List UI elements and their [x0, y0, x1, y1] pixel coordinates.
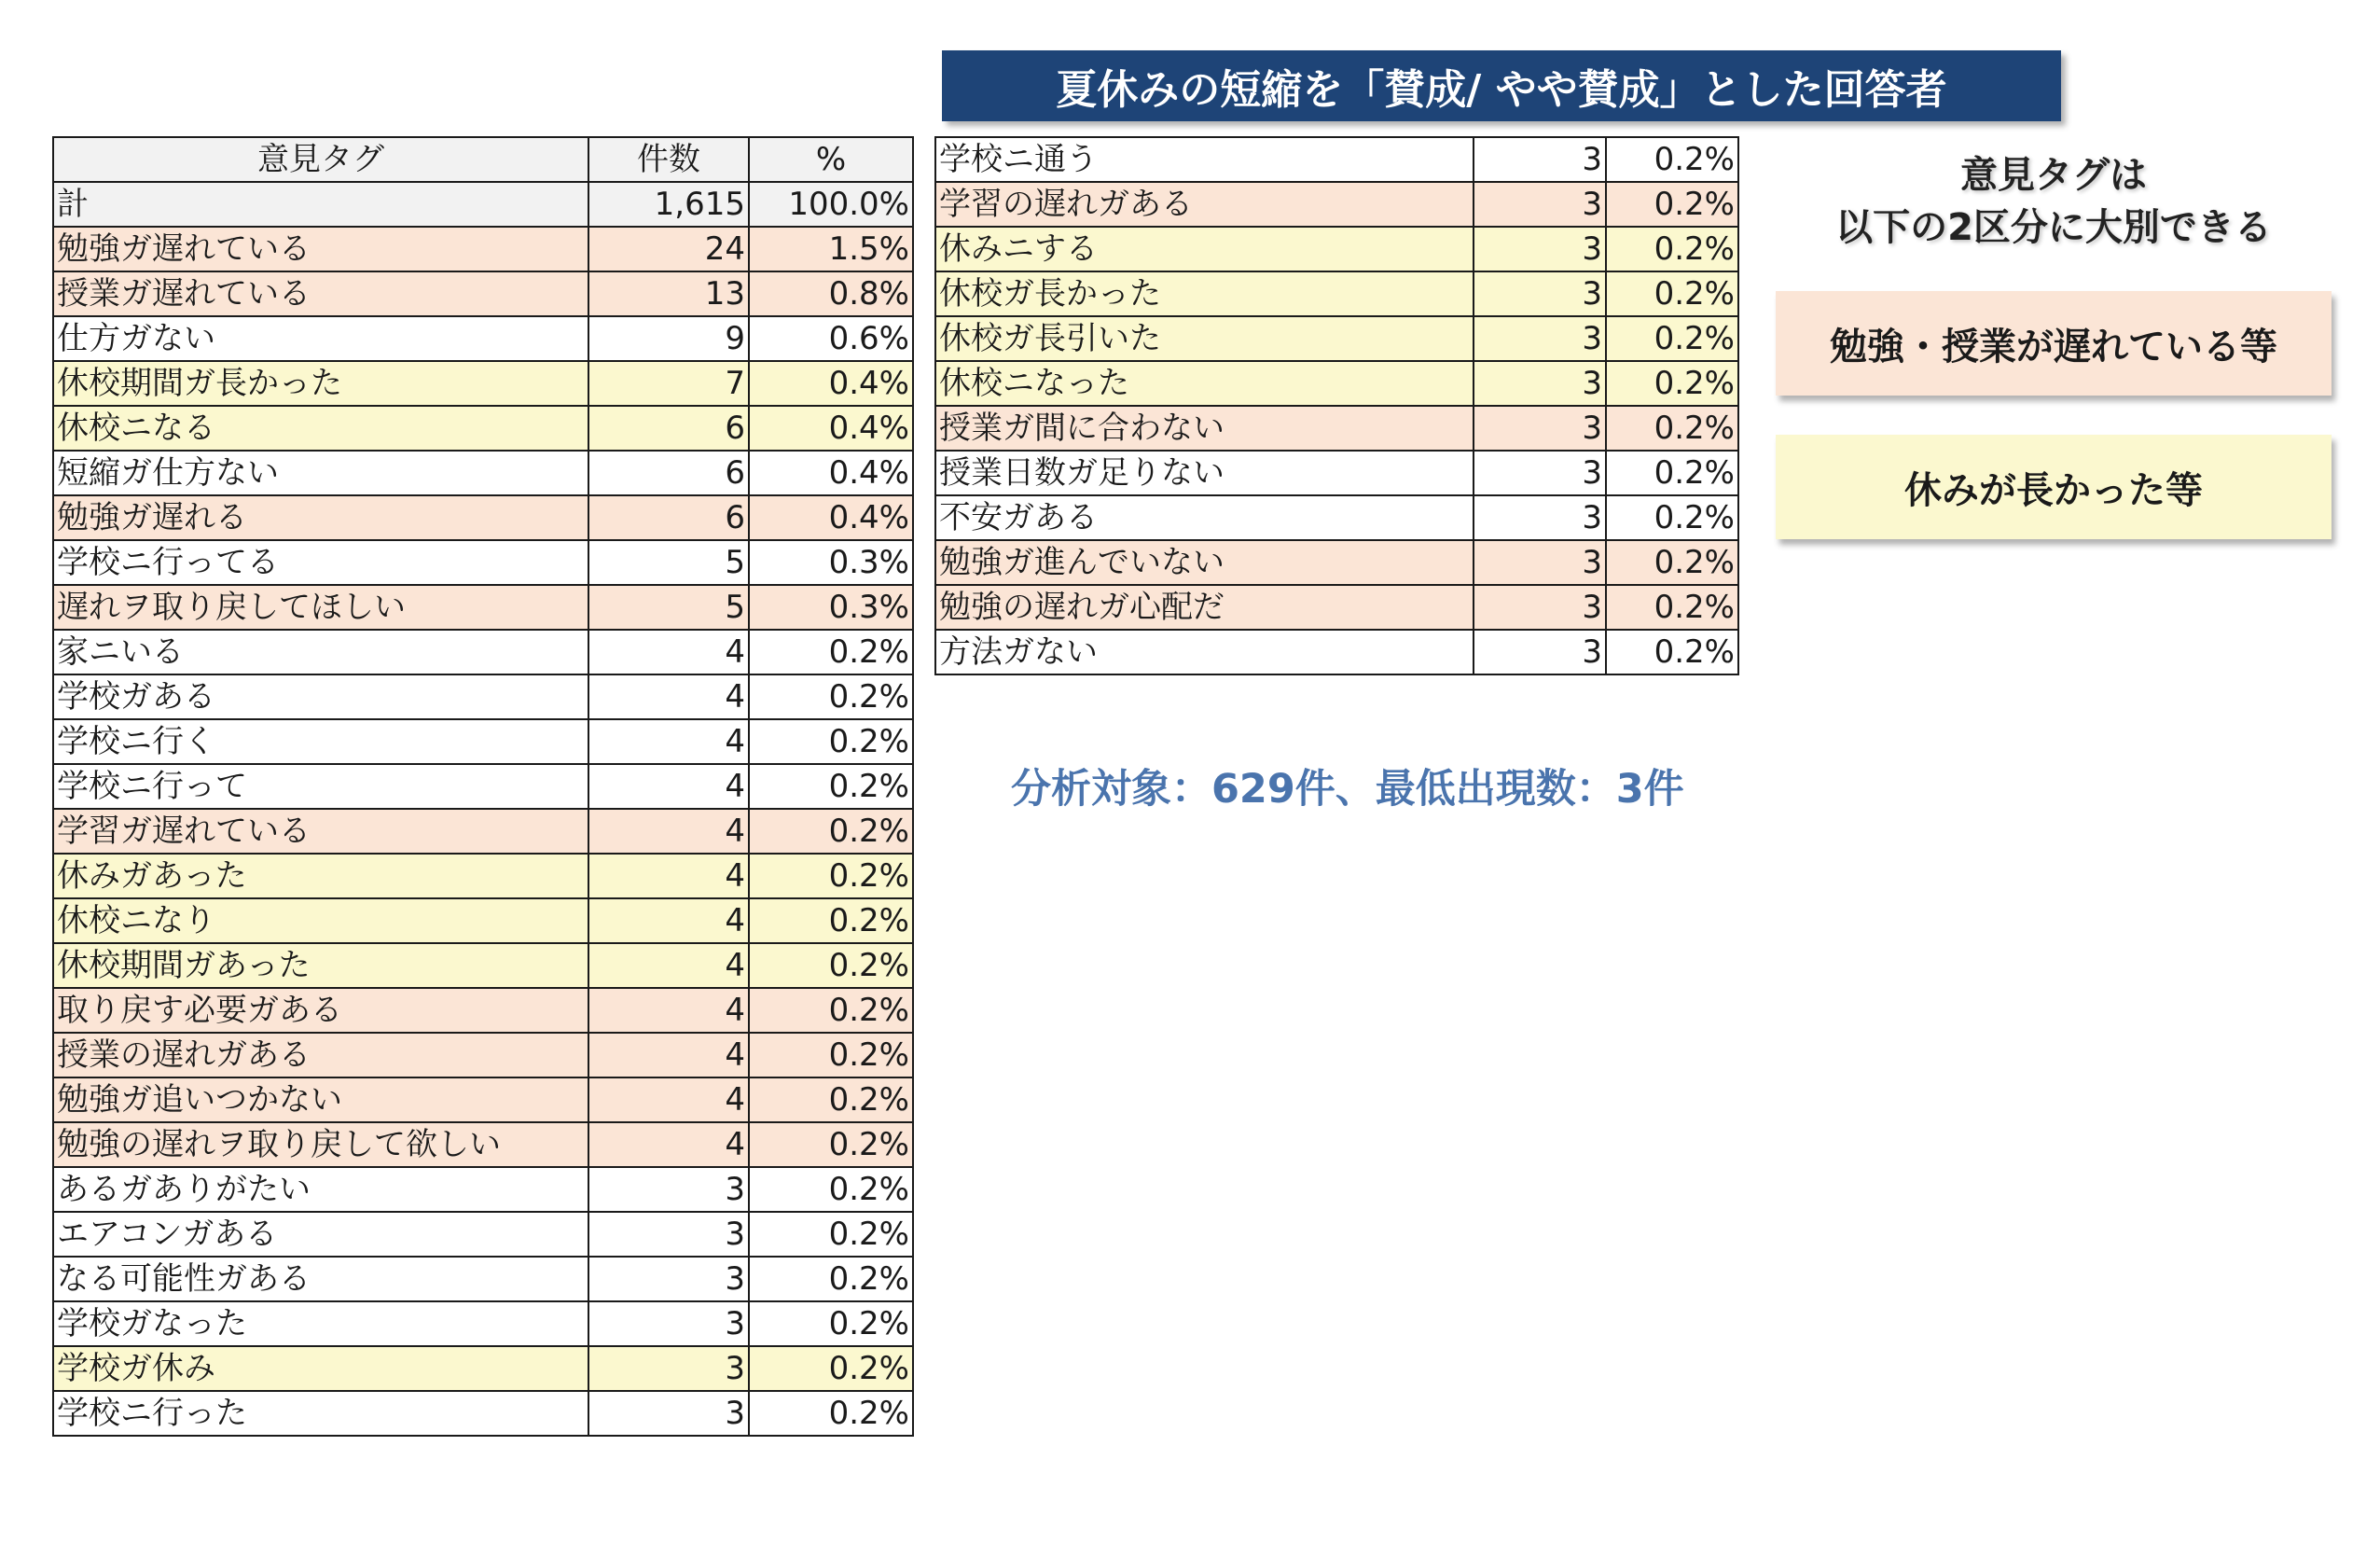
- percent-cell: 0.2%: [1606, 451, 1738, 495]
- table-row: [53, 361, 913, 406]
- count-cell: 3: [1474, 630, 1606, 674]
- percent-cell: 0.2%: [1606, 361, 1738, 406]
- table-row: [53, 1077, 913, 1122]
- table-row: [53, 585, 913, 630]
- table-row: [53, 764, 913, 809]
- category-box-long-break: 休みが長かった等: [1776, 435, 2332, 539]
- percent-cell: 0.2%: [749, 1077, 913, 1122]
- table-row: [53, 809, 913, 854]
- tag-cell: 勉強ガ遅れる: [53, 495, 588, 540]
- table-row: [935, 316, 1738, 361]
- category-explanation-line1: 意見タグは: [1960, 154, 2147, 197]
- percent-cell: 0.2%: [749, 898, 913, 943]
- tag-cell: 学校ニ通う: [935, 137, 1474, 182]
- percent-cell: 0.2%: [1606, 182, 1738, 227]
- count-cell: 4: [588, 943, 749, 988]
- percent-cell: 0.4%: [749, 495, 913, 540]
- category-explanation-line2: 以下の2区分に大別できる: [1835, 206, 2272, 249]
- table-row: [935, 137, 1738, 182]
- count-cell: 3: [1474, 182, 1606, 227]
- tag-cell: 休校ガ長かった: [935, 271, 1474, 316]
- table-row: [53, 943, 913, 988]
- count-cell: 4: [588, 630, 749, 674]
- count-cell: 3: [1474, 451, 1606, 495]
- tag-cell: 学校ガなった: [53, 1301, 588, 1346]
- count-cell: 3: [1474, 585, 1606, 630]
- tag-cell: 短縮ガ仕方ない: [53, 451, 588, 495]
- count-cell: 4: [588, 719, 749, 764]
- percent-cell: 0.2%: [1606, 227, 1738, 271]
- count-cell: 3: [588, 1346, 749, 1391]
- count-cell: 24: [588, 227, 749, 271]
- total-row: [53, 182, 913, 227]
- percent-cell: 0.4%: [749, 451, 913, 495]
- table-row: [53, 406, 913, 451]
- tag-cell: 授業日数ガ足りない: [935, 451, 1474, 495]
- tag-cell: 勉強の遅れガ心配だ: [935, 585, 1474, 630]
- count-cell: 13: [588, 271, 749, 316]
- count-cell: 4: [588, 1033, 749, 1077]
- table-row: [935, 630, 1738, 674]
- table-row: [53, 630, 913, 674]
- percent-cell: 0.2%: [1606, 495, 1738, 540]
- table-row: [53, 1122, 913, 1167]
- category-box-study-delay: 勉強・授業が遅れている等: [1776, 291, 2332, 396]
- percent-cell: 0.2%: [749, 1167, 913, 1212]
- count-cell: 3: [588, 1391, 749, 1436]
- percent-cell: 0.2%: [749, 943, 913, 988]
- count-cell: 4: [588, 988, 749, 1033]
- count-cell: 5: [588, 585, 749, 630]
- table-row: [53, 1346, 913, 1391]
- table-row: [53, 854, 913, 898]
- count-cell: 3: [588, 1167, 749, 1212]
- tag-cell: 学校ニ行って: [53, 764, 588, 809]
- tag-cell: 休みニする: [935, 227, 1474, 271]
- count-cell: 4: [588, 764, 749, 809]
- percent-cell: 0.2%: [749, 719, 913, 764]
- tag-cell: なる可能性ガある: [53, 1257, 588, 1301]
- percent-cell: 0.4%: [749, 406, 913, 451]
- tag-cell: 授業の遅れガある: [53, 1033, 588, 1077]
- count-cell: 3: [588, 1257, 749, 1301]
- count-cell: 3: [1474, 137, 1606, 182]
- table-row: [935, 227, 1738, 271]
- count-cell: 6: [588, 495, 749, 540]
- table-row: [53, 988, 913, 1033]
- tag-cell: 遅れヲ取り戻してほしい: [53, 585, 588, 630]
- tag-cell: 休校ガ長引いた: [935, 316, 1474, 361]
- table-row: [53, 1391, 913, 1436]
- percent-cell: 0.2%: [749, 854, 913, 898]
- count-cell: 4: [588, 1122, 749, 1167]
- percent-cell: 0.2%: [749, 1212, 913, 1257]
- header-tag: 意見タグ: [53, 137, 588, 182]
- percent-cell: 0.2%: [749, 764, 913, 809]
- percent-cell: 0.2%: [749, 1346, 913, 1391]
- count-cell: 4: [588, 1077, 749, 1122]
- table-row: [53, 495, 913, 540]
- tag-cell: 休校ニなる: [53, 406, 588, 451]
- count-cell: 6: [588, 451, 749, 495]
- tag-cell: 休みガあった: [53, 854, 588, 898]
- count-cell: 4: [588, 674, 749, 719]
- table-row: [935, 585, 1738, 630]
- percent-cell: 0.2%: [749, 1033, 913, 1077]
- tag-cell: 学校ガ休み: [53, 1346, 588, 1391]
- table-row: [53, 1301, 913, 1346]
- tag-cell: 学校ニ行く: [53, 719, 588, 764]
- percent-cell: 0.2%: [1606, 630, 1738, 674]
- tag-cell: 取り戻す必要ガある: [53, 988, 588, 1033]
- tag-cell: 休校期間ガ長かった: [53, 361, 588, 406]
- table-row: [53, 540, 913, 585]
- table-row: [935, 361, 1738, 406]
- tag-cell: 学校ニ行った: [53, 1391, 588, 1436]
- percent-cell: 0.2%: [1606, 540, 1738, 585]
- tag-cell: 方法ガない: [935, 630, 1474, 674]
- total-count: 1,615: [588, 182, 749, 227]
- table-row: [53, 227, 913, 271]
- percent-cell: 0.4%: [749, 361, 913, 406]
- percent-cell: 0.2%: [749, 1391, 913, 1436]
- percent-cell: 0.2%: [1606, 137, 1738, 182]
- table-header-row: [53, 137, 913, 182]
- count-cell: 3: [1474, 495, 1606, 540]
- table-row: [53, 898, 913, 943]
- table-row: [53, 1033, 913, 1077]
- count-cell: 4: [588, 809, 749, 854]
- percent-cell: 0.3%: [749, 540, 913, 585]
- tag-cell: 学習ガ遅れている: [53, 809, 588, 854]
- tag-cell: 学校ニ行ってる: [53, 540, 588, 585]
- table-row: [935, 451, 1738, 495]
- count-cell: 3: [1474, 316, 1606, 361]
- percent-cell: 0.2%: [1606, 316, 1738, 361]
- tag-cell: 勉強の遅れヲ取り戻して欲しい: [53, 1122, 588, 1167]
- table-row: [935, 406, 1738, 451]
- percent-cell: 0.8%: [749, 271, 913, 316]
- tag-cell: 家ニいる: [53, 630, 588, 674]
- count-cell: 3: [1474, 540, 1606, 585]
- percent-cell: 0.2%: [749, 1257, 913, 1301]
- table-row: [935, 182, 1738, 227]
- count-cell: 3: [1474, 227, 1606, 271]
- percent-cell: 0.2%: [1606, 585, 1738, 630]
- count-cell: 3: [1474, 361, 1606, 406]
- table-row: [53, 1167, 913, 1212]
- tag-cell: 授業ガ間に合わない: [935, 406, 1474, 451]
- percent-cell: 1.5%: [749, 227, 913, 271]
- count-cell: 4: [588, 854, 749, 898]
- percent-cell: 0.6%: [749, 316, 913, 361]
- count-cell: 3: [1474, 406, 1606, 451]
- tag-cell: 勉強ガ進んでいない: [935, 540, 1474, 585]
- percent-cell: 0.2%: [749, 674, 913, 719]
- table-row: [53, 451, 913, 495]
- total-percent: 100.0%: [749, 182, 913, 227]
- tag-cell: 勉強ガ追いつかない: [53, 1077, 588, 1122]
- percent-cell: 0.2%: [1606, 406, 1738, 451]
- percent-cell: 0.2%: [749, 809, 913, 854]
- table-row: [935, 495, 1738, 540]
- table-row: [53, 719, 913, 764]
- percent-cell: 0.2%: [749, 1122, 913, 1167]
- percent-cell: 0.2%: [1606, 271, 1738, 316]
- count-cell: 6: [588, 406, 749, 451]
- tag-cell: 休校期間ガあった: [53, 943, 588, 988]
- table-row: [935, 540, 1738, 585]
- header-count: 件数: [588, 137, 749, 182]
- table-row: [53, 1257, 913, 1301]
- count-cell: 9: [588, 316, 749, 361]
- count-cell: 4: [588, 898, 749, 943]
- count-cell: 7: [588, 361, 749, 406]
- tag-cell: エアコンガある: [53, 1212, 588, 1257]
- page-banner-title: 夏休みの短縮を「賛成/ やや賛成」とした回答者: [942, 50, 2061, 121]
- tag-cell: 学校ガある: [53, 674, 588, 719]
- tag-cell: 勉強ガ遅れている: [53, 227, 588, 271]
- tag-cell: 授業ガ遅れている: [53, 271, 588, 316]
- tag-cell: 仕方ガない: [53, 316, 588, 361]
- count-cell: 5: [588, 540, 749, 585]
- category-explanation: [1774, 149, 2333, 254]
- percent-cell: 0.2%: [749, 1301, 913, 1346]
- tag-cell: あるガありがたい: [53, 1167, 588, 1212]
- percent-cell: 0.2%: [749, 630, 913, 674]
- percent-cell: 0.2%: [749, 988, 913, 1033]
- analysis-note: 分析対象：629件、最低出現数：3件: [1011, 766, 1684, 813]
- tag-cell: 学習の遅れガある: [935, 182, 1474, 227]
- table-row: [935, 271, 1738, 316]
- table-row: [53, 271, 913, 316]
- total-label: 計: [53, 182, 588, 227]
- percent-cell: 0.3%: [749, 585, 913, 630]
- opinion-tag-table-right: [934, 136, 1739, 675]
- tag-cell: 不安ガある: [935, 495, 1474, 540]
- table-row: [53, 316, 913, 361]
- tag-cell: 休校ニなった: [935, 361, 1474, 406]
- count-cell: 3: [1474, 271, 1606, 316]
- count-cell: 3: [588, 1212, 749, 1257]
- table-row: [53, 1212, 913, 1257]
- count-cell: 3: [588, 1301, 749, 1346]
- table-row: [53, 674, 913, 719]
- opinion-tag-table-left: [52, 136, 914, 1437]
- tag-cell: 休校ニなり: [53, 898, 588, 943]
- header-percent: %: [749, 137, 913, 182]
